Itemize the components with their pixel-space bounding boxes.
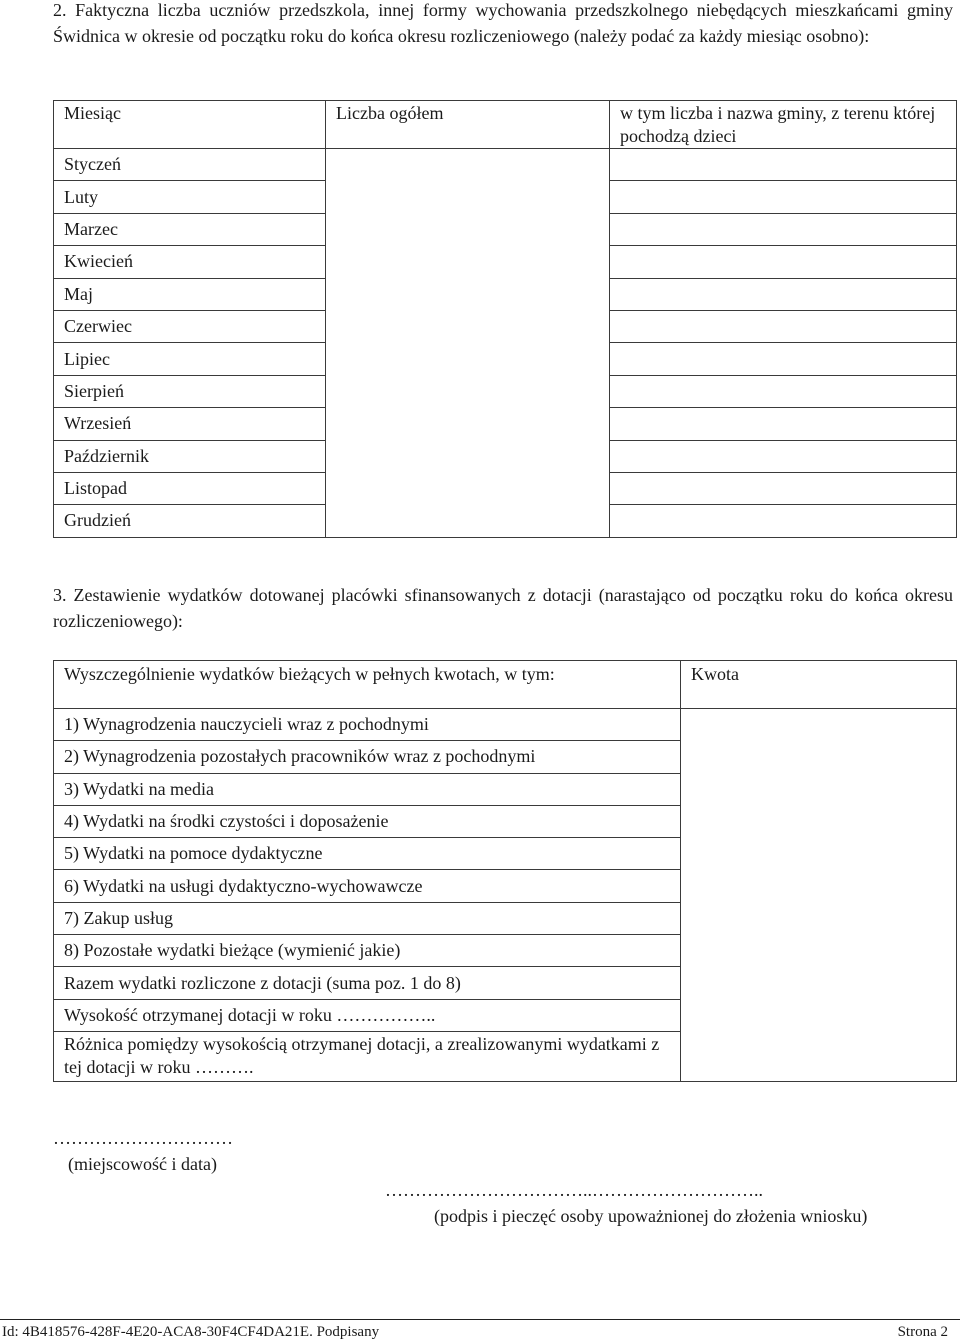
document-id: Id: 4B418576-428F-4E20-ACA8-30F4CF4DA21E. Podpisany	[2, 1324, 380, 1340]
month-cell: Lipiec	[54, 343, 326, 375]
table-row	[54, 709, 957, 741]
column-header: Miesiąc	[54, 101, 326, 149]
table-header-row	[54, 661, 957, 709]
section-3-heading: 3. Zestawienie wydatków dotowanej placówki sfinansowanych z dotacji (narastająco od początku roku do końca okresu rozliczeniowego):	[53, 585, 953, 631]
expense-label-cell: 6) Wydatki na usługi dydaktyczno-wychowawcze	[54, 870, 681, 902]
month-cell: Sierpień	[54, 375, 326, 407]
expense-label-cell: Różnica pomiędzy wysokością otrzymanej dotacji, a zrealizowanymi wydatkami z tej dotacji w roku ……….	[54, 1031, 681, 1081]
students-per-month-table	[53, 100, 957, 538]
expense-label-cell: 3) Wydatki na media	[54, 773, 681, 805]
municipality-cell[interactable]	[610, 213, 957, 245]
month-cell: Czerwiec	[54, 310, 326, 342]
section-2-heading: 2. Faktyczna liczba uczniów przedszkola, innej formy wychowania przedszkolnego niebędących mieszkańcami gminy Świdnica w okresie od początku roku do końca okresu rozliczeniowego (należy podać za każdy miesiąc osobno):	[53, 0, 953, 46]
municipality-cell[interactable]	[610, 246, 957, 278]
column-header: Liczba ogółem	[326, 101, 610, 149]
expense-label-cell: Razem wydatki rozliczone z dotacji (suma poz. 1 do 8)	[54, 967, 681, 999]
place-date-dots: …………………………	[53, 1128, 233, 1148]
table-header-row	[54, 101, 957, 149]
month-cell: Kwiecień	[54, 246, 326, 278]
municipality-cell[interactable]	[610, 375, 957, 407]
expense-label-cell: 7) Zakup usług	[54, 902, 681, 934]
amount-cell[interactable]	[681, 709, 957, 1082]
column-header: Wyszczególnienie wydatków bieżących w pełnych kwotach, w tym:	[54, 661, 681, 709]
municipality-cell[interactable]	[610, 505, 957, 537]
expenses-table	[53, 660, 957, 1082]
municipality-cell[interactable]	[610, 408, 957, 440]
municipality-cell[interactable]	[610, 278, 957, 310]
expense-label-cell: 2) Wynagrodzenia pozostałych pracowników wraz z pochodnymi	[54, 741, 681, 773]
signature-label: (podpis i pieczęć osoby upoważnionej do złożenia wniosku)	[434, 1206, 868, 1226]
month-cell: Maj	[54, 278, 326, 310]
expense-label-cell: 1) Wynagrodzenia nauczycieli wraz z pochodnymi	[54, 709, 681, 741]
expense-label-cell: 4) Wydatki na środki czystości i doposażenie	[54, 805, 681, 837]
table-row	[54, 149, 957, 181]
signature-dots: ……………………………..………………………..	[385, 1180, 763, 1200]
month-cell: Wrzesień	[54, 408, 326, 440]
expense-label-cell: 5) Wydatki na pomoce dydaktyczne	[54, 838, 681, 870]
month-cell: Luty	[54, 181, 326, 213]
month-cell: Listopad	[54, 472, 326, 504]
month-cell: Październik	[54, 440, 326, 472]
place-date-label: (miejscowość i data)	[68, 1154, 217, 1174]
column-header: Kwota	[681, 661, 957, 709]
month-cell: Grudzień	[54, 505, 326, 537]
municipality-cell[interactable]	[610, 440, 957, 472]
page-number: Strona 2	[897, 1324, 948, 1340]
municipality-cell[interactable]	[610, 472, 957, 504]
expense-label-cell: Wysokość otrzymanej dotacji w roku ……………..	[54, 999, 681, 1031]
column-header: w tym liczba i nazwa gminy, z terenu której pochodzą dzieci	[610, 101, 957, 149]
page-footer	[0, 1319, 960, 1344]
municipality-cell[interactable]	[610, 181, 957, 213]
month-cell: Marzec	[54, 213, 326, 245]
municipality-cell[interactable]	[610, 310, 957, 342]
municipality-cell[interactable]	[610, 149, 957, 181]
month-cell: Styczeń	[54, 149, 326, 181]
total-count-cell[interactable]	[326, 149, 610, 538]
expense-label-cell: 8) Pozostałe wydatki bieżące (wymienić jakie)	[54, 935, 681, 967]
municipality-cell[interactable]	[610, 343, 957, 375]
